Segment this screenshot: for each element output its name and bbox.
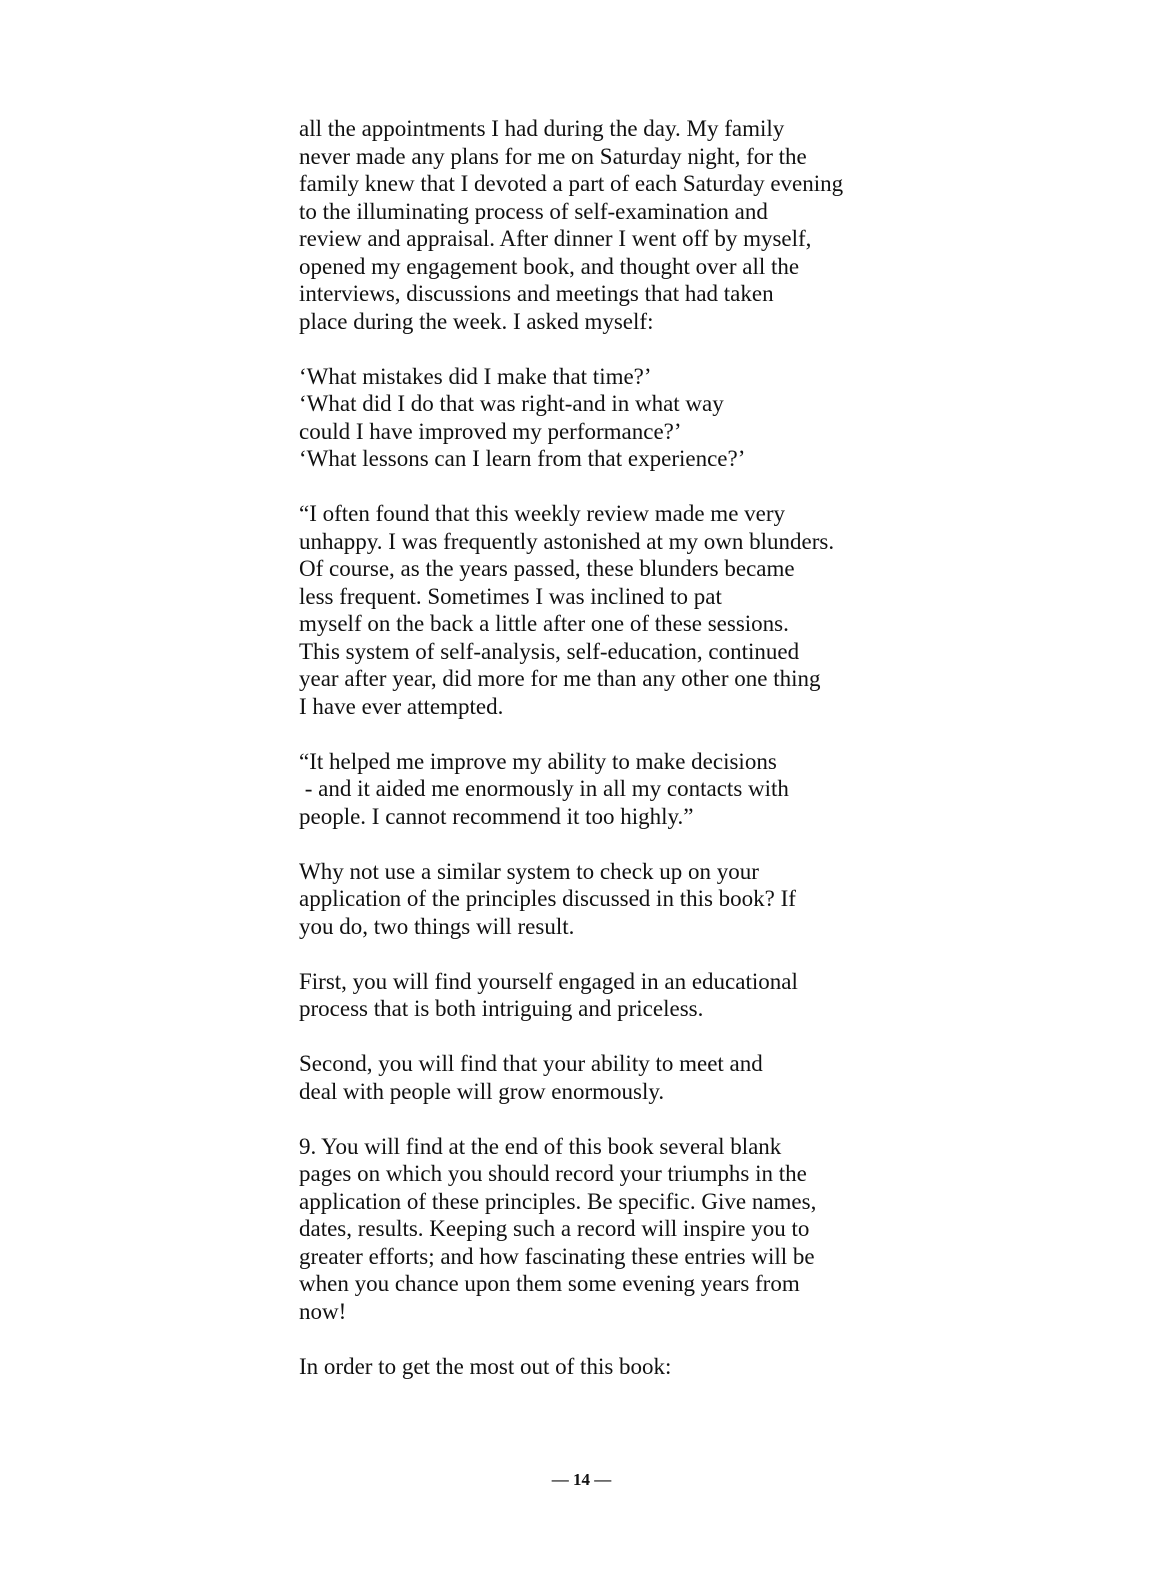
text-line: Second, you will find that your ability to meet and <box>299 1051 763 1076</box>
text-line: Of course, as the years passed, these blunders became <box>299 556 795 581</box>
text-line: - and it aided me enormously in all my contacts with <box>299 776 789 801</box>
text-line: dates, results. Keeping such a record will inspire you to <box>299 1216 810 1241</box>
text-line: ‘What did I do that was right-and in what way <box>299 391 724 416</box>
text-line: interviews, discussions and meetings that had taken <box>299 281 774 306</box>
text-line: now! <box>299 1298 347 1324</box>
paragraph-second-result <box>299 1050 899 1105</box>
page-number: — 14 — <box>551 1470 612 1489</box>
text-line: all the appointments I had during the day. My family <box>299 116 785 141</box>
text-line: unhappy. I was frequently astonished at my own blunders. <box>299 528 835 554</box>
text-line: review and appraisal. After dinner I went off by myself, <box>299 226 812 251</box>
text-line: you do, two things will result. <box>299 913 575 939</box>
text-line: ‘What mistakes did I make that time?’ <box>299 363 652 389</box>
text-line: people. I cannot recommend it too highly.” <box>299 803 694 829</box>
text-line: process that is both intriguing and priceless. <box>299 996 704 1021</box>
paragraph-weekly-review-intro <box>299 115 899 335</box>
paragraph-questions <box>299 363 899 473</box>
text-line: ‘What lessons can I learn from that experience?’ <box>299 446 746 471</box>
text-line: application of the principles discussed in this book? If <box>299 886 796 911</box>
body-text <box>299 115 899 1408</box>
text-line: opened my engagement book, and thought over all the <box>299 253 800 279</box>
text-line: could I have improved my performance?’ <box>299 418 682 444</box>
text-line: place during the week. I asked myself: <box>299 308 654 334</box>
paragraph-first-result <box>299 968 899 1023</box>
text-line: family knew that I devoted a part of each Saturday evening <box>299 171 844 196</box>
text-line: to the illuminating process of self-examination and <box>299 198 768 224</box>
text-line: year after year, did more for me than any other one thing <box>299 666 821 691</box>
text-line: deal with people will grow enormously. <box>299 1078 665 1104</box>
text-line: I have ever attempted. <box>299 693 504 719</box>
text-line: never made any plans for me on Saturday night, for the <box>299 143 807 169</box>
text-line: In order to get the most out of this book: <box>299 1353 672 1379</box>
paragraph-recommendation <box>299 748 899 831</box>
text-line: greater efforts; and how fascinating these entries will be <box>299 1243 815 1269</box>
paragraph-review-results <box>299 500 899 720</box>
text-line: 9. You will find at the end of this book several blank <box>299 1133 782 1159</box>
text-line: First, you will find yourself engaged in an educational <box>299 968 798 994</box>
text-line: myself on the back a little after one of these sessions. <box>299 611 789 636</box>
paragraph-similar-system <box>299 858 899 941</box>
text-line: “I often found that this weekly review made me very <box>299 501 786 526</box>
text-line: when you chance upon them some evening years from <box>299 1271 800 1296</box>
text-line: pages on which you should record your triumphs in the <box>299 1161 807 1186</box>
paragraph-closing <box>299 1353 899 1381</box>
text-line: less frequent. Sometimes I was inclined to pat <box>299 583 722 609</box>
text-line: “It helped me improve my ability to make decisions <box>299 748 777 774</box>
text-line: Why not use a similar system to check up on your <box>299 858 759 884</box>
text-line: application of these principles. Be specific. Give names, <box>299 1188 817 1214</box>
paragraph-point-nine <box>299 1133 899 1326</box>
text-line: This system of self-analysis, self-education, continued <box>299 638 800 664</box>
